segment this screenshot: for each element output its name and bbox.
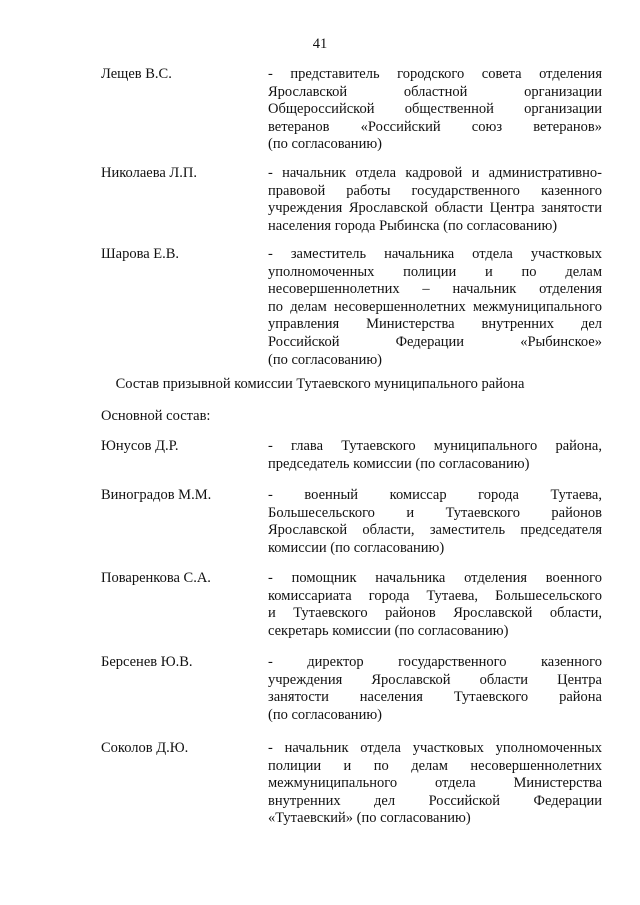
member-name: Николаева Л.П. bbox=[101, 165, 197, 181]
description-line: Большесельского и Тутаевского районов bbox=[268, 504, 602, 521]
member-description bbox=[268, 246, 602, 369]
member-name: Юнусов Д.Р. bbox=[101, 438, 179, 454]
member-description bbox=[268, 740, 602, 828]
member-name: Шарова Е.В. bbox=[101, 246, 180, 262]
description-line: правовой работы государственного казенного bbox=[268, 182, 602, 199]
description-line: председатель комиссии (по согласованию) bbox=[268, 455, 530, 472]
description-line: Ярославской области, заместитель председателя bbox=[268, 522, 602, 539]
description-line: полиции и по делам несовершеннолетних bbox=[268, 757, 602, 774]
member-description bbox=[268, 165, 602, 235]
description-line: Ярославской областной организации bbox=[268, 83, 602, 100]
description-line: - заместитель начальника отдела участковых bbox=[268, 246, 602, 262]
member-name: Поваренкова С.А. bbox=[101, 570, 211, 586]
member-description bbox=[268, 487, 602, 557]
description-line: «Тутаевский» (по согласованию) bbox=[268, 810, 471, 827]
member-description bbox=[268, 438, 602, 473]
description-line: населения города Рыбинска (по согласованию) bbox=[268, 217, 558, 234]
description-line: внутренних дел Российской Федерации bbox=[268, 792, 602, 809]
description-line: Общероссийской общественной организации bbox=[268, 101, 602, 118]
description-line: занятости населения Тутаевского района bbox=[268, 689, 602, 706]
section-heading: Состав призывной комиссии Тутаевского муниципального района bbox=[115, 376, 525, 392]
description-line: - начальник отдела участковых уполномоченных bbox=[268, 740, 602, 756]
description-line: - представитель городского совета отделения bbox=[268, 66, 602, 82]
description-line: по делам несовершеннолетних межмуниципального bbox=[268, 298, 602, 315]
description-line: (по согласованию) bbox=[268, 351, 382, 368]
description-line: - глава Тутаевского муниципального района, bbox=[268, 438, 602, 454]
description-line: уполномоченных полиции и по делам bbox=[268, 263, 602, 280]
description-line: (по согласованию) bbox=[268, 136, 382, 153]
description-line: учреждения Ярославской области Центра bbox=[268, 671, 602, 688]
description-line: несовершеннолетних – начальник отделения bbox=[268, 281, 602, 298]
member-name: Виноградов М.М. bbox=[101, 487, 212, 503]
description-line: - начальник отдела кадровой и административно- bbox=[268, 165, 602, 181]
description-line: - директор государственного казенного bbox=[268, 654, 602, 670]
member-name: Лещев В.С. bbox=[101, 66, 172, 82]
description-line: Российской Федерации «Рыбинское» bbox=[268, 333, 602, 350]
page-number: 41 bbox=[312, 36, 328, 52]
member-description bbox=[268, 570, 602, 640]
description-line: - помощник начальника отделения военного bbox=[268, 570, 602, 586]
subheading: Основной состав: bbox=[101, 408, 211, 424]
description-line: комиссариата города Тутаева, Большесельского bbox=[268, 587, 602, 604]
member-description bbox=[268, 654, 602, 724]
member-name: Берсенев Ю.В. bbox=[101, 654, 193, 670]
description-line: секретарь комиссии (по согласованию) bbox=[268, 622, 509, 639]
description-line: и Тутаевского районов Ярославской области, bbox=[268, 605, 602, 622]
description-line: учреждения Ярославской области Центра занятости bbox=[268, 200, 602, 217]
member-description bbox=[268, 66, 602, 154]
description-line: комиссии (по согласованию) bbox=[268, 539, 445, 556]
description-line: ветеранов «Российский союз ветеранов» bbox=[268, 118, 602, 135]
member-name: Соколов Д.Ю. bbox=[101, 740, 189, 756]
description-line: (по согласованию) bbox=[268, 706, 382, 723]
description-line: управления Министерства внутренних дел bbox=[268, 316, 602, 333]
description-line: межмуниципального отдела Министерства bbox=[268, 775, 602, 792]
description-line: - военный комиссар города Тутаева, bbox=[268, 487, 602, 503]
